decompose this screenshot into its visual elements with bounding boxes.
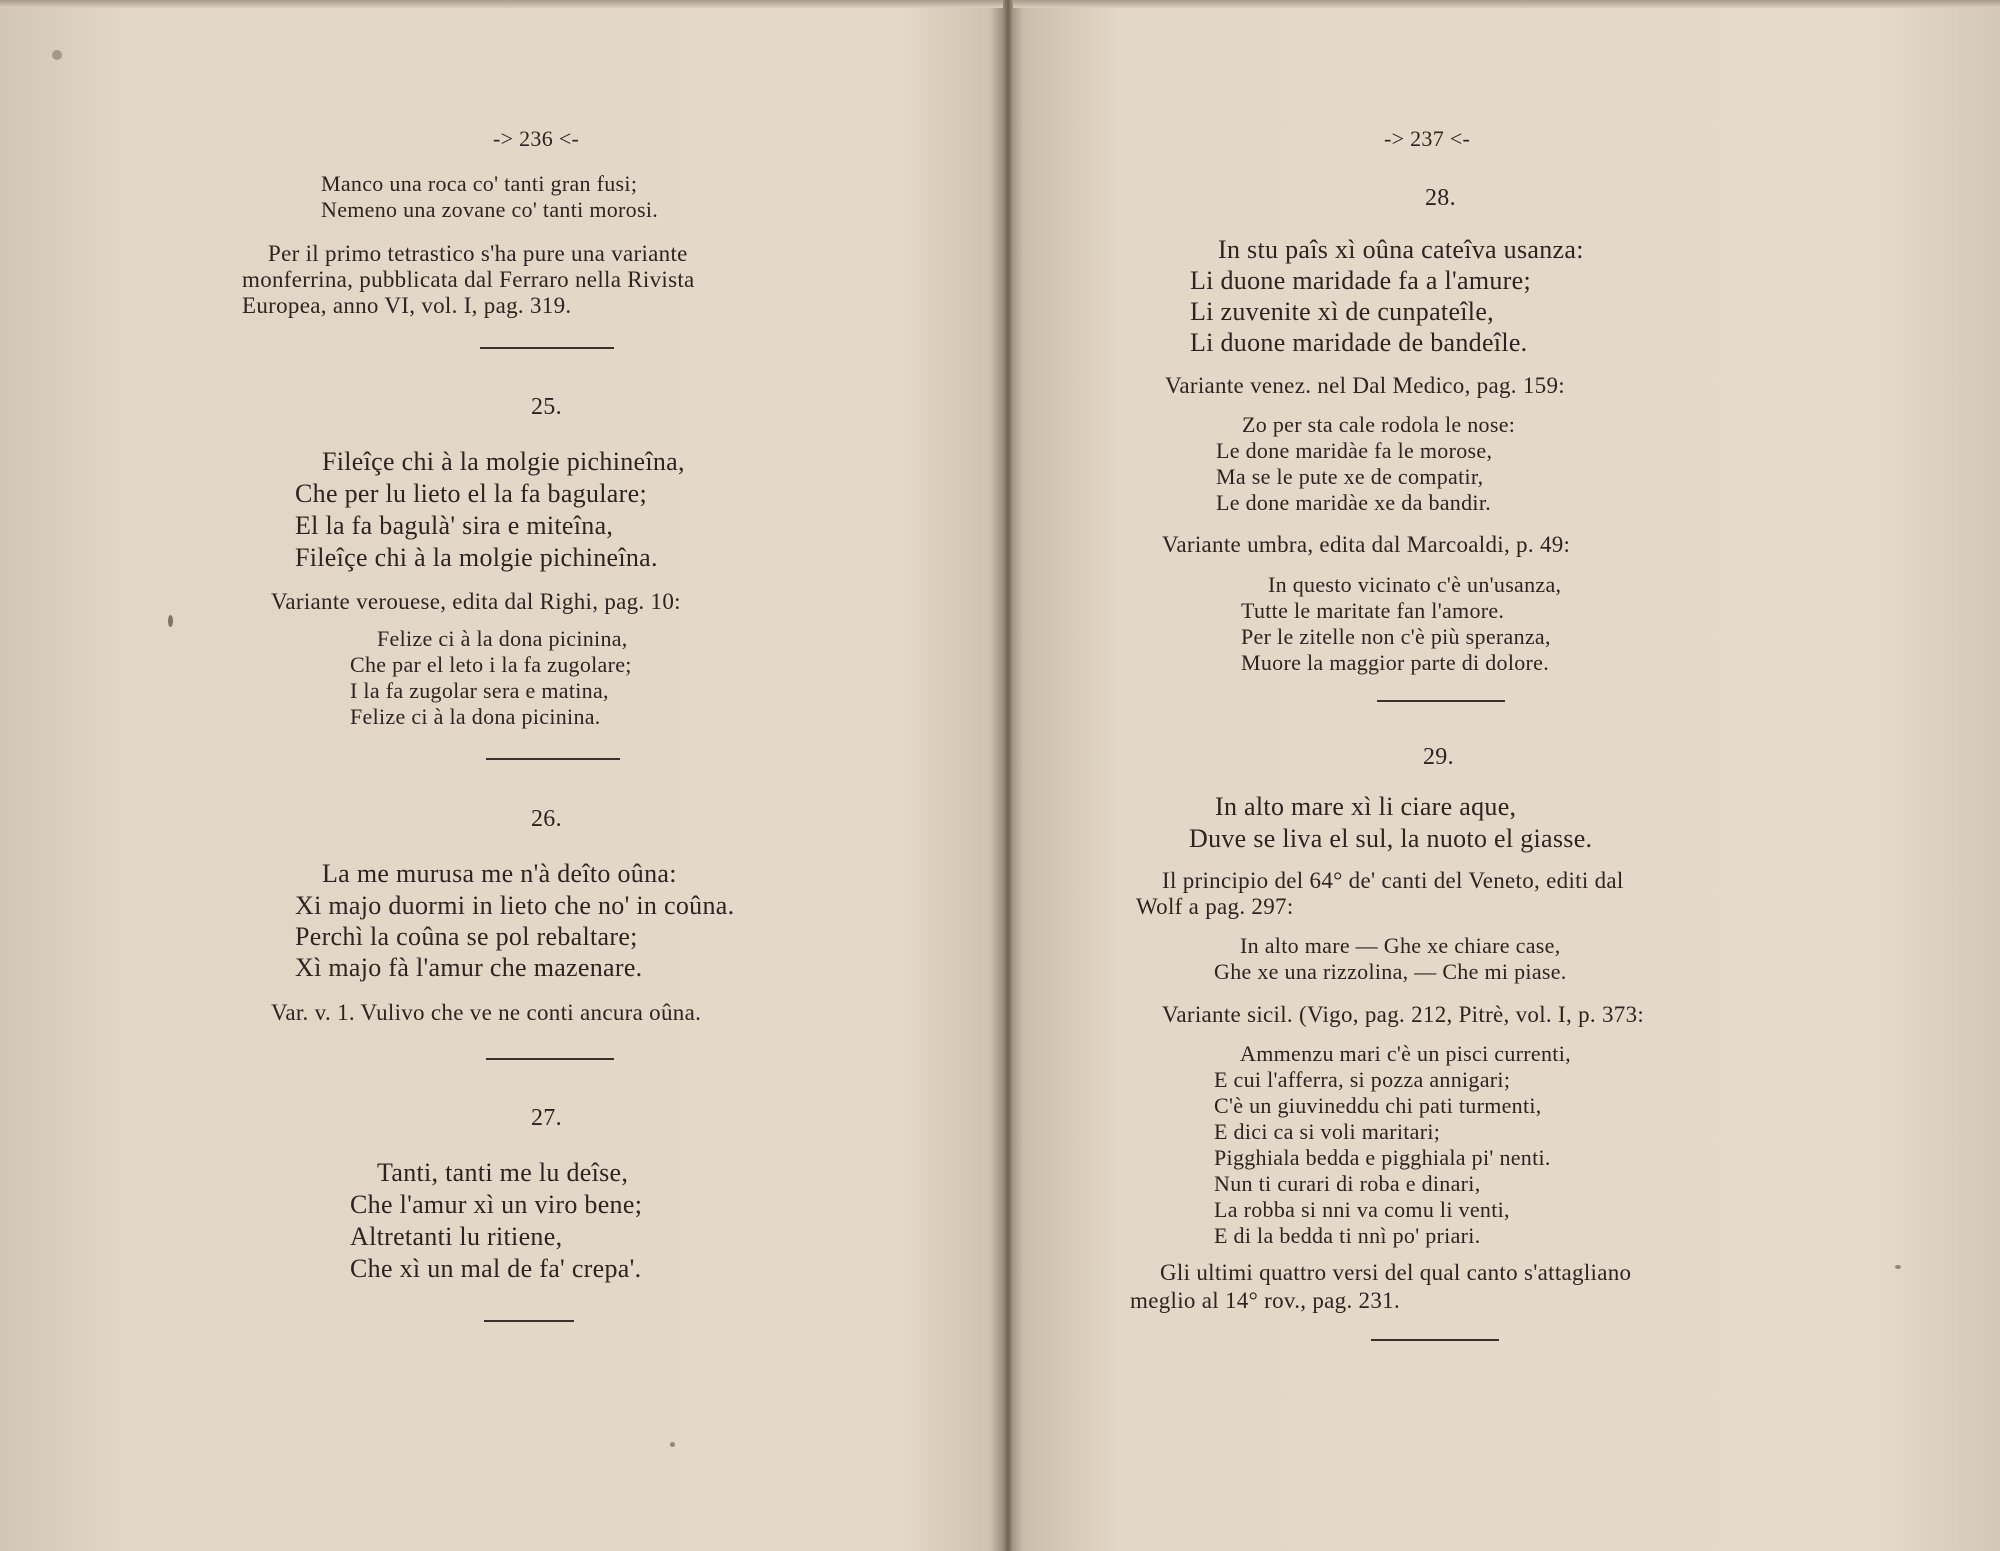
verse-line: In alto mare xì li ciare aque, <box>1215 792 1517 821</box>
variant-heading: Variante umbra, edita dal Marcoaldi, p. 49: <box>1162 532 1571 557</box>
verse-line: Che xì un mal de fa' crepa'. <box>350 1254 642 1283</box>
note-line: Il principio del 64° de' canti del Veneto, editi dal <box>1162 868 1624 893</box>
verse-line: Xi majo duormi in lieto che no' in coûna. <box>295 891 735 920</box>
verse-line: Altretanti lu ritiene, <box>350 1222 563 1251</box>
verse-line: Li zuvenite xì de cunpateîle, <box>1190 297 1494 326</box>
variant-heading: Variante sicil. (Vigo, pag. 212, Pitrè, vol. I, p. 373: <box>1162 1002 1645 1027</box>
note-line: Per il primo tetrastico s'ha pure una variante <box>268 241 688 266</box>
verse-line: Li duone maridade fa a l'amure; <box>1190 266 1532 295</box>
variant-line: Le done maridàe xe da bandir. <box>1216 490 1492 515</box>
page-number-237: -> 237 <- <box>1384 126 1471 151</box>
song-number-29: 29. <box>1423 744 1454 770</box>
section-divider <box>486 758 620 760</box>
note-line: Gli ultimi quattro versi del qual canto s'attagliano <box>1160 1260 1632 1285</box>
verse-line: Duve se liva el sul, la nuoto el giasse. <box>1189 824 1593 853</box>
verse-line: Fileîçe chi à la molgie pichineîna, <box>322 447 685 476</box>
section-divider <box>1377 700 1505 702</box>
variant-line: Muore la maggior parte di dolore. <box>1241 650 1550 675</box>
verse-line: La me murusa me n'à deîto oûna: <box>322 859 677 888</box>
song-number-28: 28. <box>1425 185 1456 211</box>
paper-speck <box>1895 1265 1901 1269</box>
section-divider <box>486 1058 614 1060</box>
variant-line: C'è un giuvineddu chi pati turmenti, <box>1214 1093 1542 1118</box>
right-page <box>1120 0 1760 1551</box>
verse-line: In stu paîs xì oûna cateîva usanza: <box>1218 235 1584 264</box>
variant-line: Felize ci à la dona picinina, <box>377 626 628 651</box>
variant-heading: Variante venez. nel Dal Medico, pag. 159: <box>1165 373 1565 398</box>
variant-line: Pigghiala bedda e pigghiala pi' nenti. <box>1214 1145 1551 1170</box>
verse-line: Che per lu lieto el la fa bagulare; <box>295 479 647 508</box>
note-line: Europea, anno VI, vol. I, pag. 319. <box>242 293 572 318</box>
verse-line: Tanti, tanti me lu deîse, <box>377 1158 629 1187</box>
variant-line: Tutte le maritate fan l'amore. <box>1241 598 1505 623</box>
variant-line: Felize ci à la dona picinina. <box>350 704 601 729</box>
section-divider <box>480 347 614 349</box>
section-divider <box>1371 1339 1499 1341</box>
variant-line: Nun ti curari di roba e dinari, <box>1214 1171 1481 1196</box>
verse-line: Perchì la coûna se pol rebaltare; <box>295 922 638 951</box>
note-line: monferrina, pubblicata dal Ferraro nella Rivista <box>242 267 695 292</box>
paper-speck <box>52 50 62 60</box>
variant-line: Che par el leto i la fa zugolare; <box>350 652 632 677</box>
note-line: meglio al 14° rov., pag. 231. <box>1130 1288 1400 1313</box>
paper-speck <box>168 615 173 627</box>
verse-line: Che l'amur xì un viro bene; <box>350 1190 643 1219</box>
variant-line: I la fa zugolar sera e matina, <box>350 678 609 703</box>
verse-line: El la fa bagulà' sira e miteîna, <box>295 511 614 540</box>
section-divider <box>484 1320 574 1322</box>
song-number-26: 26. <box>531 806 562 832</box>
variant-note: Var. v. 1. Vulivo che ve ne conti ancura oûna. <box>271 1000 702 1025</box>
variant-line: Ma se le pute xe de compatir, <box>1216 464 1484 489</box>
song-number-25: 25. <box>531 394 562 420</box>
page-number-236: -> 236 <- <box>493 126 580 151</box>
verse-line: Nemeno una zovane co' tanti morosi. <box>321 197 659 222</box>
paper-speck <box>670 1442 675 1447</box>
variant-line: E di la bedda ti nnì po' priari. <box>1214 1223 1481 1248</box>
variant-line: La robba si nni va comu li venti, <box>1214 1197 1510 1222</box>
variant-line: In alto mare — Ghe xe chiare case, <box>1240 933 1561 958</box>
note-line: Wolf a pag. 297: <box>1136 894 1294 919</box>
left-page <box>230 0 870 1551</box>
variant-line: Ghe xe una rizzolina, — Che mi piase. <box>1214 959 1567 984</box>
variant-line: Le done maridàe fa le morose, <box>1216 438 1493 463</box>
variant-heading: Variante verouese, edita dal Righi, pag. 10: <box>271 589 681 614</box>
variant-line: E dici ca si voli maritari; <box>1214 1119 1441 1144</box>
variant-line: Ammenzu mari c'è un pisci currenti, <box>1240 1041 1571 1066</box>
variant-line: Zo per sta cale rodola le nose: <box>1242 412 1516 437</box>
verse-line: Li duone maridade de bandeîle. <box>1190 328 1528 357</box>
verse-line: Xì majo fà l'amur che mazenare. <box>295 953 643 982</box>
verse-line: Fileîçe chi à la molgie pichineîna. <box>295 543 658 572</box>
variant-line: Per le zitelle non c'è più speranza, <box>1241 624 1551 649</box>
song-number-27: 27. <box>531 1105 562 1131</box>
variant-line: E cui l'afferra, si pozza annigari; <box>1214 1067 1511 1092</box>
variant-line: In questo vicinato c'è un'usanza, <box>1268 572 1562 597</box>
book-spine <box>1003 0 1013 1551</box>
verse-line: Manco una roca co' tanti gran fusi; <box>321 171 638 196</box>
